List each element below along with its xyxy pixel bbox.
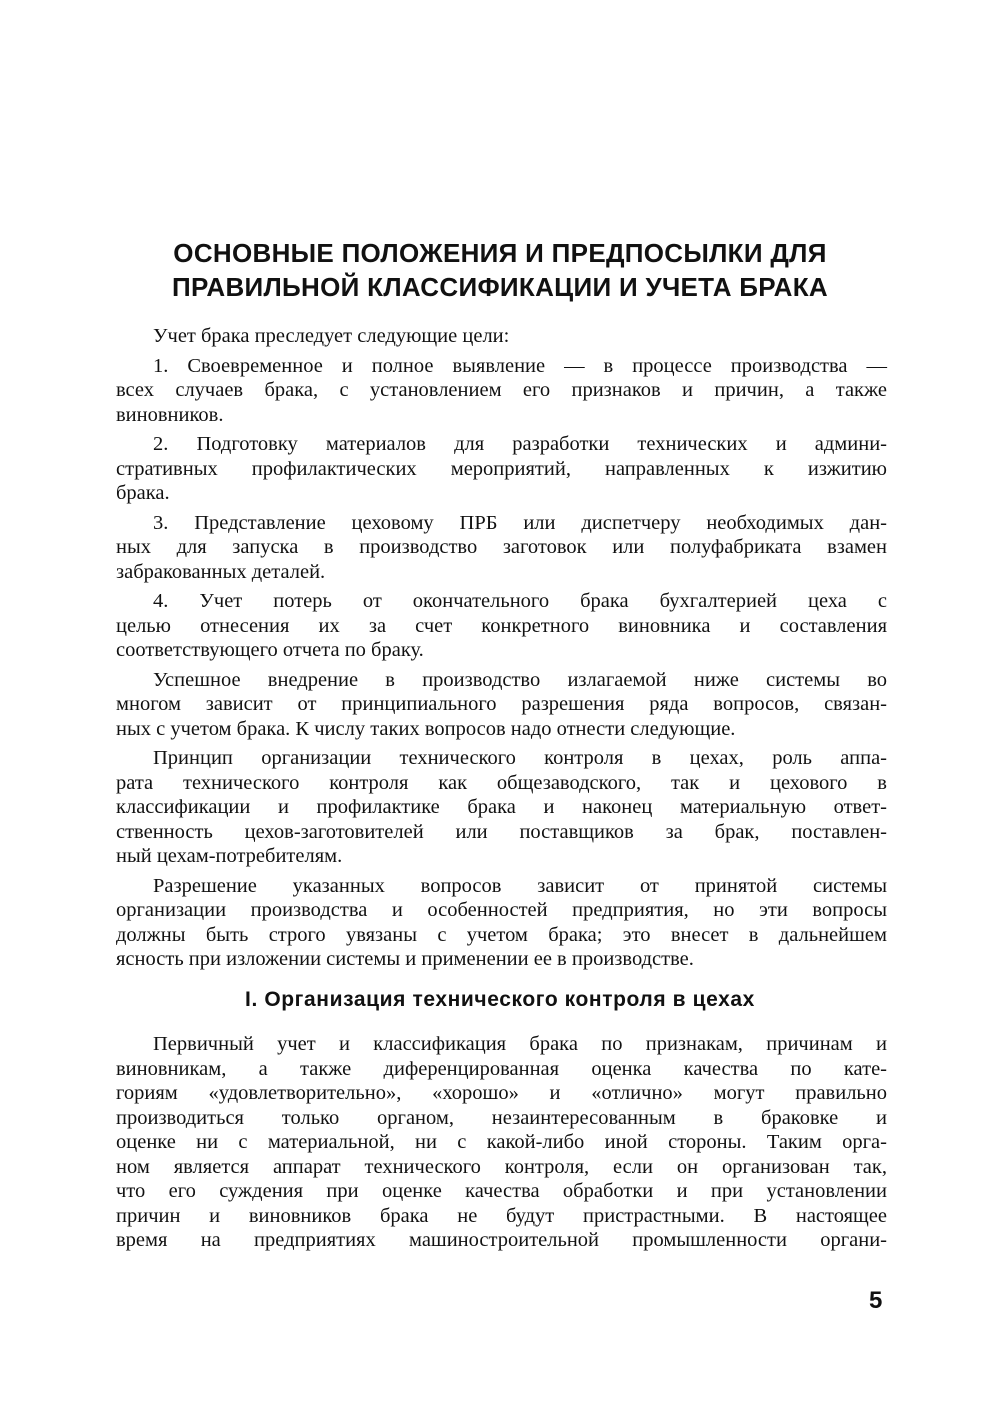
text-line: гориям «удовлетворительно», «хорошо» и «отлично» могут правильно [116, 1082, 887, 1104]
paragraph-principles [116, 746, 887, 869]
text-line: Разрешение указанных вопросов зависит от принятой системы [153, 874, 887, 897]
text-line: организации производства и особенностей предприятия, но эти вопросы [116, 899, 887, 921]
heading-line-2: ПРАВИЛЬНОЙ КЛАССИФИКАЦИИ И УЧЕТА БРАКА [172, 272, 828, 302]
section-text [116, 1032, 887, 1258]
text-line: ясность при изложении системы и применении ее в производстве. [116, 948, 694, 970]
text-line: Первичный учет и классификация брака по признакам, причинам и [153, 1033, 887, 1055]
text-line: производиться только органом, незаинтересованным в браковке и [116, 1106, 887, 1129]
heading-line-1: ОСНОВНЫЕ ПОЛОЖЕНИЯ И ПРЕДПОСЫЛКИ ДЛЯ [173, 238, 827, 268]
paragraph-goal-3 [116, 511, 887, 585]
text-line: 4. Учет потерь от окончательного брака бухгалтерией цеха с [153, 590, 887, 612]
paragraph-primary-accounting [116, 1032, 887, 1253]
paragraph-implementation [116, 668, 887, 742]
text-line: Учет брака преследует следующие цели: [153, 325, 510, 347]
text-line: ных с учетом брака. К числу таких вопросов надо отнести следующие. [116, 717, 736, 740]
text-line: должны быть строго увязаны с учетом брака; это внесет в дальнейшем [116, 923, 887, 946]
text-line: 3. Представление цеховому ПРБ или диспетчеру необходимых дан- [153, 511, 887, 534]
section-heading: I. Организация технического контроля в цехах [245, 988, 755, 1011]
text-line: классификации и профилактике брака и наконец материальную ответ- [116, 796, 887, 818]
paragraph-goal-1 [116, 354, 887, 428]
text-line: ственность цехов-заготовителей или поставщиков за брак, поставлен- [116, 820, 887, 843]
text-line: 2. Подготовку материалов для разработки технических и админи- [153, 433, 887, 455]
text-line: что его суждения при оценке качества обработки и при установлении [116, 1180, 887, 1202]
page-heading [100, 236, 900, 304]
text-line: забракованных деталей. [116, 560, 326, 583]
text-line: соответствующего отчета по браку. [116, 639, 424, 661]
paragraph-goal-4 [116, 589, 887, 663]
text-line: Принцип организации технического контроля в цехах, роль аппа- [153, 747, 887, 769]
text-line: ных для запуска в производство заготовок или полуфабриката взамен [116, 536, 887, 558]
paragraph-goal-2 [116, 432, 887, 506]
text-line: ном является аппарат технического контроля, если он организован так, [116, 1155, 887, 1178]
text-line: виновникам, а также диференцированная оценка качества по кате- [116, 1057, 887, 1080]
text-line: стративных профилактических мероприятий, направленных к изжитию [116, 457, 887, 480]
text-line: рата технического контроля как общезаводского, так и цехового в [116, 771, 887, 794]
text-line: ный цехам-потребителям. [116, 845, 343, 867]
text-line: брака. [116, 482, 170, 504]
text-line: виновников. [116, 403, 224, 426]
text-line: оценке ни с материальной, ни с какой-либо иной стороны. Таким орга- [116, 1131, 887, 1153]
text-line: причин и виновников брака не будут пристрастными. В настоящее [116, 1204, 887, 1227]
page-number: 5 [869, 1287, 883, 1314]
paragraph-goals-intro [116, 324, 887, 349]
text-line: многом зависит от принципиального разрешения ряда вопросов, связан- [116, 693, 887, 715]
text-line: целью отнесения их за счет конкретного виновника и составления [116, 614, 887, 637]
text-line: Успешное внедрение в производство излагаемой ниже системы во [153, 668, 887, 691]
intro-text [116, 324, 887, 977]
text-line: 1. Своевременное и полное выявление — в процессе производства — [153, 354, 887, 377]
text-line: всех случаев брака, с установлением его признаков и причин, а также [116, 379, 887, 401]
text-line: время на предприятиях машиностроительной промышленности органи- [116, 1229, 887, 1251]
paragraph-resolution [116, 874, 887, 972]
